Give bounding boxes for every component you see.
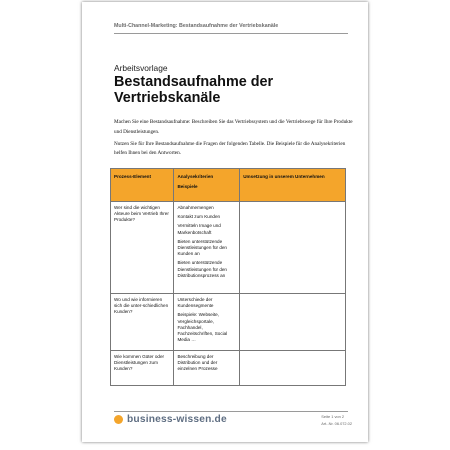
header-criteria: [174, 169, 240, 202]
page-number: Seite 1 von 2: [321, 414, 344, 419]
header-implementation: Umsetzung in unserem Unternehmen: [240, 169, 346, 202]
document-title: Bestandsaufnahme der Vertriebskanäle: [114, 74, 274, 107]
table-row: [111, 202, 346, 294]
brand-name: business-wissen.de: [127, 414, 227, 425]
row-answer-cell[interactable]: [240, 294, 346, 351]
brand-logo: [114, 414, 227, 425]
criteria-item: Abnahmemengen: [177, 205, 214, 210]
running-header: Multi-Channel-Marketing: Bestandsaufnahme der Vertriebskanäle: [114, 23, 279, 29]
header-divider: [114, 33, 348, 34]
table-header-row: [111, 169, 346, 202]
logo-dot-icon: [114, 415, 123, 424]
row-answer-cell[interactable]: [240, 351, 346, 386]
intro-text: [114, 118, 354, 161]
intro-paragraph-2: Nutzen Sie für Ihre Bestandsaufnahme die Fragen der folgenden Tabelle. Die Beispiele für die Analysekriterien helfen Ihnen bei den Antworten.: [114, 140, 346, 157]
table-row: [111, 294, 346, 351]
criteria-item: Beispiele: Webseite, Vergleichsportale, Fachhandel, Fachzeitschriften, Social Media …: [177, 312, 228, 343]
analysis-table: [110, 168, 346, 386]
header-process-element: Prozess-Element: [111, 169, 174, 202]
row-criteria: [174, 351, 240, 386]
table-row: [111, 351, 346, 386]
document-kicker: Arbeitsvorlage: [114, 63, 168, 73]
row-answer-cell[interactable]: [240, 202, 346, 294]
criteria-item: Kontakt zum Kunden: [177, 214, 221, 220]
document-page: [82, 2, 368, 442]
row-question: Wer sind die wichtigen Akteure beim Vertrieb Ihrer Produkte?: [111, 202, 174, 294]
footer-divider: [114, 411, 348, 412]
criteria-item: Beschreibung der Distribution und der einzelnen Prozesse: [177, 354, 218, 372]
intro-paragraph-1: Machen Sie eine Bestandsaufnahme: Beschreiben Sie das Vertriebssystem und die Vertriebswege für Ihre Produkte und Dienstleistungen.: [114, 119, 353, 135]
criteria-item: Unterschiede der Kundensegmente: [177, 297, 214, 309]
row-question: Wie kommen Güter oder Dienstleistungen zum Kunden?: [111, 351, 174, 386]
header-criteria-sub: Beispiele: [177, 184, 198, 190]
criteria-item: Bieten unterstützende Dienstleistungen für den Kunden an: [177, 238, 227, 257]
header-criteria-label: Analysekriterien: [177, 174, 214, 179]
criteria-item: Vermitteln Image und Markenbotschaft: [177, 223, 221, 235]
footer-meta: [321, 414, 352, 427]
row-question: Wo und wie informieren sich die unter-schiedlichen Kunden?: [111, 294, 174, 351]
row-criteria: [174, 202, 240, 294]
article-number: Art.-Nr. 06.072.02: [321, 420, 352, 426]
criteria-item: Bieten unterstützende Dienstleistungen für den Distributionsprozess an: [177, 260, 227, 278]
row-criteria: [174, 294, 240, 351]
